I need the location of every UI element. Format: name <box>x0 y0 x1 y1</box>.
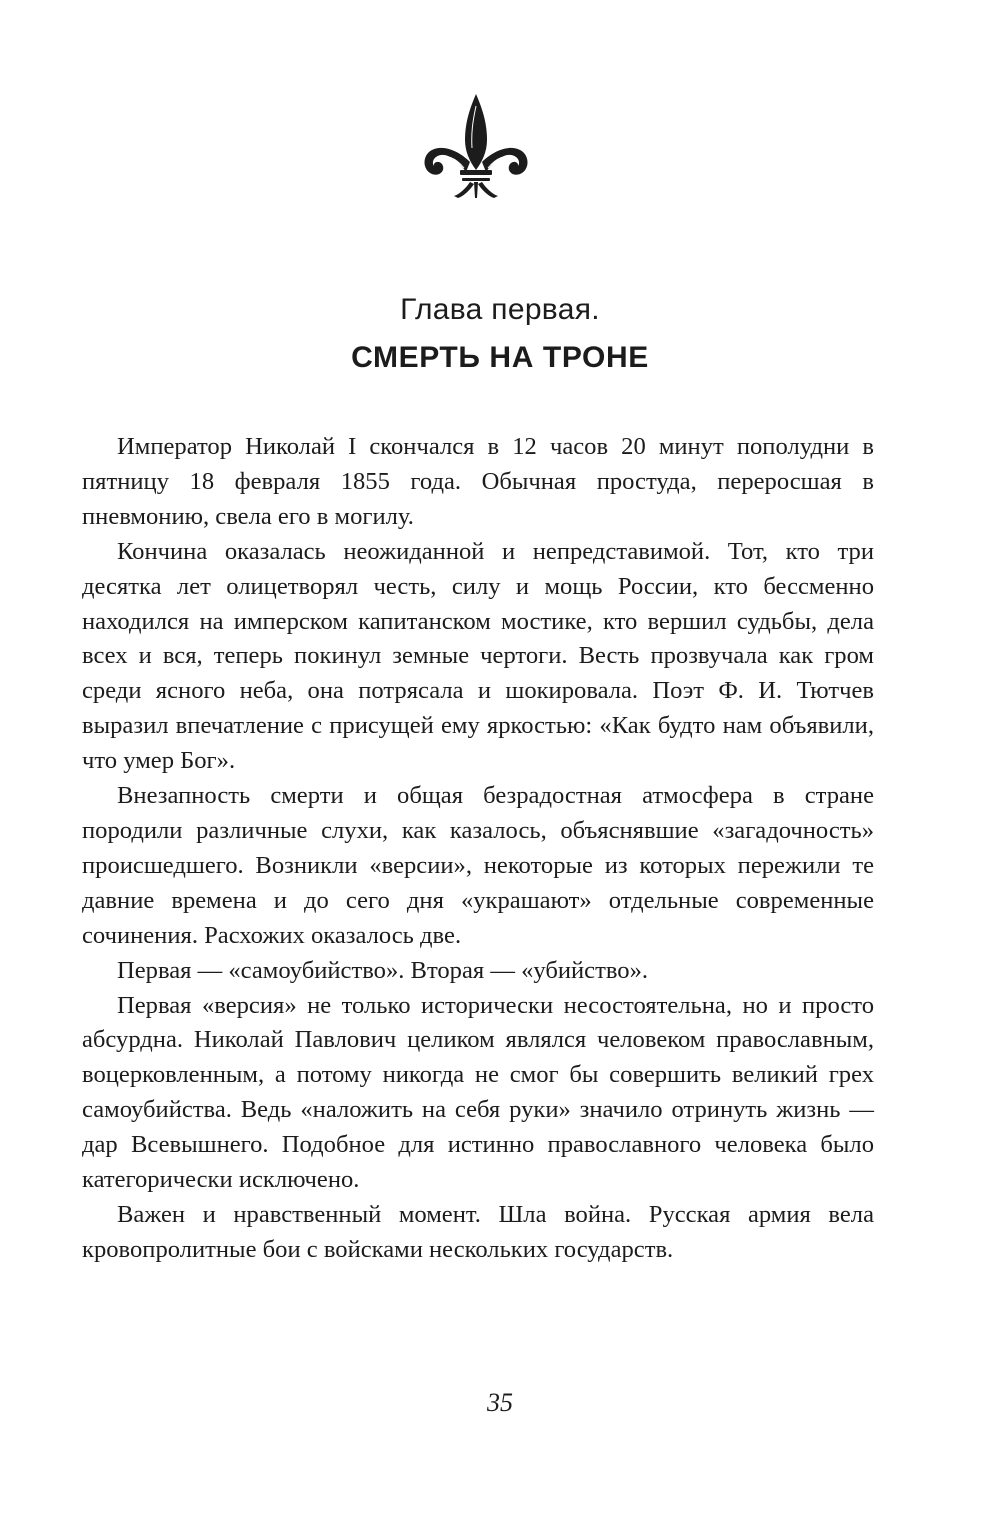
paragraph: Внезапность смерти и общая безрадостная атмосфера в стране породили различные слухи, как казалось, объяснявшие «загадочность» происшедшего. Возникли «версии», некоторые из которых пережили те давние времена и до сего дня «украшают» отдельные современные сочинения. Расхожих оказалось две. <box>82 782 874 949</box>
chapter-label: Глава первая. <box>400 293 600 326</box>
paragraph: Император Николай I скончался в 12 часов 20 минут пополудни в пятницу 18 февраля 1855 года. Обычная простуда, переросшая в пневмонию, свела его в могилу. <box>82 433 874 530</box>
chapter-heading <box>0 290 1000 380</box>
paragraph: Первая — «самоубийство». Вторая — «убийство». <box>117 956 649 984</box>
paragraph: Важен и нравственный момент. Шла война. Русская армия вела кровопролитные бои с войсками нескольких государств. <box>82 1200 874 1263</box>
paragraph: Кончина оказалась неожиданной и непредставимой. Тот, кто три десятка лет олицетворял честь, силу и мощь России, кто бессменно находился на имперском капитанском мостике, кто вершил судьбы, дела всех и вся, теперь покинул земные чертоги. Весть прозвучала как гром среди ясного неба, она потрясала и шокировала. Поэт Ф. И. Тютчев выразил впечатление с присущей ему яркостью: «Как будто нам объявили, что умер Бог». <box>82 537 874 775</box>
paragraph: Первая «версия» не только исторически несостоятельна, но и просто абсурдна. Николай Павлович целиком являлся человеком православным, воцерковленным, а потому никогда не смог бы совершить великий грех самоубийства. Ведь «наложить на себя руки» значило отринуть жизнь — дар Всевышнего. Подобное для истинно православного человека было категорически исключено. <box>82 991 874 1194</box>
fleur-de-lis-icon <box>420 92 532 200</box>
chapter-title: СМЕРТЬ НА ТРОНЕ <box>351 341 649 374</box>
page-number: 35 <box>487 1388 513 1417</box>
body-text <box>82 430 874 1268</box>
